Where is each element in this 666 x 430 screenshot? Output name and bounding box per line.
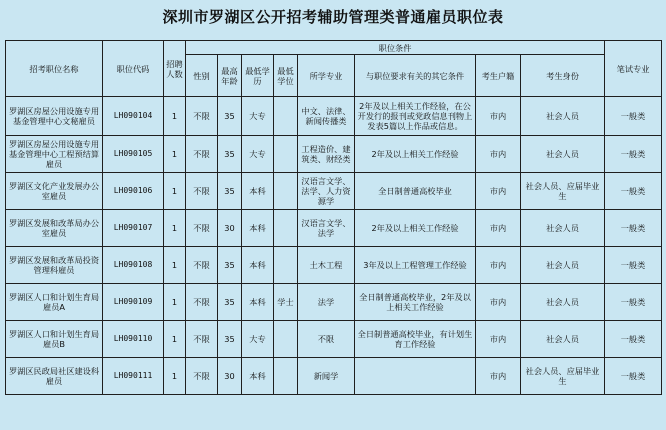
cell-major: 不限 <box>298 321 355 358</box>
cell-max-age: 35 <box>218 247 242 284</box>
cell-max-age: 30 <box>218 210 242 247</box>
cell-min-education: 本科 <box>242 247 274 284</box>
cell-hukou: 市内 <box>476 173 521 210</box>
cell-major: 中文、法律、新闻传播类 <box>298 97 355 136</box>
cell-exam-major: 一般类 <box>605 136 662 173</box>
cell-gender: 不限 <box>186 284 218 321</box>
table-body <box>6 97 662 395</box>
header-max-age: 最高年龄 <box>218 55 242 97</box>
cell-min-education: 本科 <box>242 173 274 210</box>
cell-position-code: LH090104 <box>103 97 164 136</box>
header-hire-count: 招聘人数 <box>164 41 186 97</box>
cell-identity: 社会人员 <box>521 136 605 173</box>
cell-hukou: 市内 <box>476 284 521 321</box>
cell-hire-count: 1 <box>164 136 186 173</box>
cell-position-name: 罗湖区民政局社区建设科雇员 <box>6 358 103 395</box>
cell-other: 2年及以上相关工作经验 <box>355 136 476 173</box>
cell-position-name: 罗湖区人口和计划生育局雇员B <box>6 321 103 358</box>
cell-other <box>355 358 476 395</box>
cell-position-name: 罗湖区房屋公用设施专用基金管理中心工程预结算雇员 <box>6 136 103 173</box>
cell-major: 新闻学 <box>298 358 355 395</box>
cell-hire-count: 1 <box>164 321 186 358</box>
cell-max-age: 35 <box>218 284 242 321</box>
header-hukou: 考生户籍 <box>476 55 521 97</box>
cell-position-name: 罗湖区人口和计划生育局雇员A <box>6 284 103 321</box>
cell-hukou: 市内 <box>476 358 521 395</box>
header-position-code: 职位代码 <box>103 41 164 97</box>
table-row <box>6 173 662 210</box>
table-row <box>6 358 662 395</box>
cell-position-code: LH090105 <box>103 136 164 173</box>
cell-major: 法学 <box>298 284 355 321</box>
table-row <box>6 284 662 321</box>
cell-major: 工程造价、建筑类、财经类 <box>298 136 355 173</box>
page-title: 深圳市罗湖区公开招考辅助管理类普通雇员职位表 <box>162 8 504 26</box>
cell-other: 3年及以上工程管理工作经验 <box>355 247 476 284</box>
table-row <box>6 136 662 173</box>
cell-exam-major: 一般类 <box>605 173 662 210</box>
cell-identity: 社会人员 <box>521 247 605 284</box>
cell-exam-major: 一般类 <box>605 247 662 284</box>
cell-min-degree <box>274 321 298 358</box>
header-min-education: 最低学历 <box>242 55 274 97</box>
cell-position-code: LH090111 <box>103 358 164 395</box>
cell-hire-count: 1 <box>164 358 186 395</box>
cell-hire-count: 1 <box>164 173 186 210</box>
table-row <box>6 321 662 358</box>
cell-min-education: 大专 <box>242 321 274 358</box>
cell-gender: 不限 <box>186 321 218 358</box>
cell-identity: 社会人员、应届毕业生 <box>521 173 605 210</box>
cell-max-age: 35 <box>218 97 242 136</box>
cell-min-degree <box>274 136 298 173</box>
cell-gender: 不限 <box>186 136 218 173</box>
cell-hukou: 市内 <box>476 136 521 173</box>
cell-min-education: 本科 <box>242 358 274 395</box>
cell-identity: 社会人员 <box>521 284 605 321</box>
cell-max-age: 35 <box>218 321 242 358</box>
cell-position-code: LH090106 <box>103 173 164 210</box>
cell-position-code: LH090107 <box>103 210 164 247</box>
cell-gender: 不限 <box>186 358 218 395</box>
cell-identity: 社会人员 <box>521 321 605 358</box>
cell-hire-count: 1 <box>164 210 186 247</box>
cell-position-name: 罗湖区文化产业发展办公室雇员 <box>6 173 103 210</box>
cell-other: 2年及以上相关工作经验 <box>355 210 476 247</box>
cell-exam-major: 一般类 <box>605 97 662 136</box>
cell-hire-count: 1 <box>164 97 186 136</box>
cell-position-code: LH090109 <box>103 284 164 321</box>
cell-gender: 不限 <box>186 173 218 210</box>
cell-max-age: 35 <box>218 173 242 210</box>
cell-major: 汉语言文学、法学、人力资源学 <box>298 173 355 210</box>
header-gender: 性别 <box>186 55 218 97</box>
header-identity: 考生身份 <box>521 55 605 97</box>
cell-hukou: 市内 <box>476 321 521 358</box>
cell-position-name: 罗湖区房屋公用设施专用基金管理中心文秘雇员 <box>6 97 103 136</box>
cell-min-education: 大专 <box>242 97 274 136</box>
cell-min-degree <box>274 97 298 136</box>
cell-min-education: 本科 <box>242 284 274 321</box>
header-major: 所学专业 <box>298 55 355 97</box>
cell-hukou: 市内 <box>476 247 521 284</box>
header-min-degree: 最低学位 <box>274 55 298 97</box>
cell-identity: 社会人员 <box>521 97 605 136</box>
cell-other: 全日制普通高校毕业 <box>355 173 476 210</box>
cell-major: 汉语言文学、法学 <box>298 210 355 247</box>
cell-min-degree <box>274 210 298 247</box>
cell-other: 全日制普通高校毕业，2年及以上相关工作经验 <box>355 284 476 321</box>
cell-identity: 社会人员、应届毕业生 <box>521 358 605 395</box>
cell-min-degree <box>274 358 298 395</box>
cell-exam-major: 一般类 <box>605 358 662 395</box>
header-row-1 <box>6 41 662 55</box>
header-other: 与职位要求有关的其它条件 <box>355 55 476 97</box>
header-conditions: 职位条件 <box>186 41 605 55</box>
cell-exam-major: 一般类 <box>605 321 662 358</box>
cell-exam-major: 一般类 <box>605 284 662 321</box>
cell-identity: 社会人员 <box>521 210 605 247</box>
cell-position-code: LH090110 <box>103 321 164 358</box>
cell-hukou: 市内 <box>476 97 521 136</box>
cell-min-education: 本科 <box>242 210 274 247</box>
cell-position-code: LH090108 <box>103 247 164 284</box>
cell-max-age: 35 <box>218 136 242 173</box>
cell-hire-count: 1 <box>164 247 186 284</box>
cell-position-name: 罗湖区发展和改革局投资管理科雇员 <box>6 247 103 284</box>
cell-major: 土木工程 <box>298 247 355 284</box>
cell-min-degree <box>274 247 298 284</box>
cell-other: 全日制普通高校毕业，有计划生育工作经验 <box>355 321 476 358</box>
cell-min-degree <box>274 173 298 210</box>
cell-gender: 不限 <box>186 210 218 247</box>
cell-hukou: 市内 <box>476 210 521 247</box>
cell-gender: 不限 <box>186 247 218 284</box>
table-row <box>6 247 662 284</box>
cell-exam-major: 一般类 <box>605 210 662 247</box>
header-position-name: 招考职位名称 <box>6 41 103 97</box>
cell-other: 2年及以上相关工作经验，在公开发行的报刊或党政信息刊物上发表5篇以上作品或信息。 <box>355 97 476 136</box>
position-table <box>5 40 662 395</box>
header-exam-major: 笔试专业 <box>605 41 662 97</box>
cell-min-degree: 学士 <box>274 284 298 321</box>
cell-max-age: 30 <box>218 358 242 395</box>
cell-hire-count: 1 <box>164 284 186 321</box>
table-row <box>6 210 662 247</box>
cell-gender: 不限 <box>186 97 218 136</box>
cell-position-name: 罗湖区发展和改革局办公室雇员 <box>6 210 103 247</box>
table-row <box>6 97 662 136</box>
cell-min-education: 大专 <box>242 136 274 173</box>
